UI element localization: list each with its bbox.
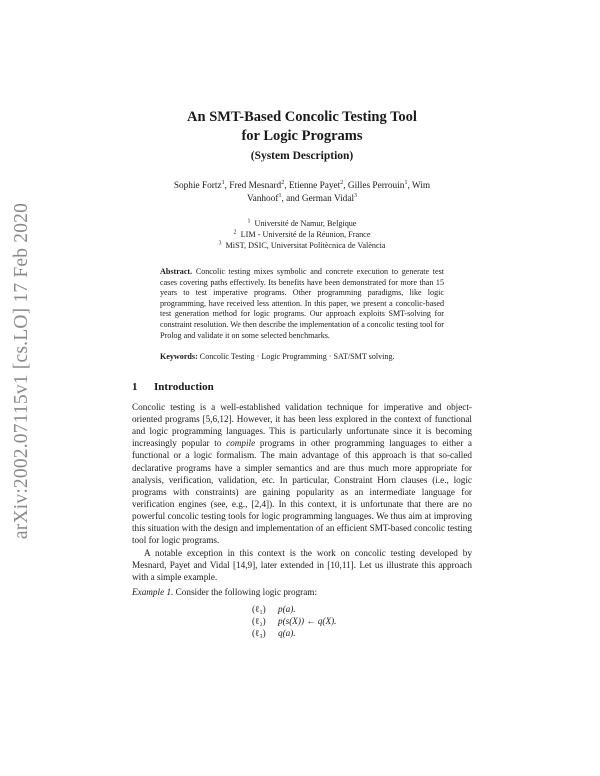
affiliation-list xyxy=(132,218,472,251)
author: , and German Vidal xyxy=(281,194,355,204)
paper-subtitle: (System Description) xyxy=(250,150,354,162)
program-clause: (ℓ₃) q(a). xyxy=(252,628,296,639)
example-heading xyxy=(132,586,472,598)
intro-paragraph-2: A notable exception in this context is the work on concolic testing developed by Mesnard, Payet and Vidal [14,9], later extended in [10,11]. Let us illustrate this approach with a simple example. xyxy=(132,547,472,582)
author: Wim xyxy=(411,181,431,191)
keywords xyxy=(160,352,444,363)
abstract-label: Abstract. xyxy=(160,267,193,276)
arxiv-stamp xyxy=(7,202,37,540)
abstract-text: Concolic testing mixes symbolic and concrete execution to generate test cases covering paths effectively. Its benefits have been demonstrated for more than 15 years to test imperative programs. Other programming paradigms, like logic programming, have received less attention. In this paper, we present a concolic-based test generation method for logic programs. Our approach exploits SMT-solving for constraint resolution. We then describe the implementation of a concolic testing tool for Prolog and validate it on some selected benchmarks. xyxy=(160,267,444,340)
author: Vanhoof xyxy=(246,194,279,204)
section-heading xyxy=(132,381,472,393)
example-text: Consider the following logic program: xyxy=(175,587,318,598)
arxiv-stamp-text: arXiv:2002.07115v1 [cs.LO] 17 Feb 2020 xyxy=(11,202,32,540)
paper-title xyxy=(132,108,472,146)
author-list: Sophie Fortz$^1$, Fred Mesnard$^2$, Etienne Payet$^2$, Gilles Perrouin$^1$, Wim Vanhoof$^1$, and German Vidal$^3$ xyxy=(173,179,431,204)
intro-paragraph-1: Concolic testing is a well-established validation technique for imperative and object-oriented programs [5,6,12]. However, it has been less explored in the context of functional and logic programming languages. This is particularly unfortunate since it is becoming increasingly popular to compile programs in other programming languages to either a functional or a logic formalism. The main advantage of this approach is that so-called declarative programs have a simpler semantics and are thus much more appropriate for analysis, verification, validation, etc. In particular, Constraint Horn clauses (i.e., logic programs with constraints) are gaining popularity as an intermediate language for verification engines (see, e.g., [2,4]). In this context, it is unfortunate that there are no powerful concolic testing tools for logic programming languages. We thus aim at improving this situation with the design and implementation of an efficient SMT-based concolic testing tool for logic programs. xyxy=(132,401,472,546)
author: Sophie Fortz xyxy=(173,181,222,191)
affiliation: $^2$ LIM - Université de la Réunion, France xyxy=(233,229,371,239)
author: Fred Mesnard xyxy=(229,181,282,191)
abstract xyxy=(160,267,444,341)
affiliation: $^3$ MiST, DSIC, Universitat Politècnica de València xyxy=(218,240,386,250)
example-label: Example 1. xyxy=(132,587,174,598)
affiliation: $^1$ Université de Namur, Belgique xyxy=(247,218,357,228)
title-line-1: An SMT-Based Concolic Testing Tool xyxy=(187,109,417,125)
section-number: 1 xyxy=(132,380,138,393)
paper-page xyxy=(132,108,472,639)
logic-program xyxy=(252,603,472,639)
emphasis-compile: compile xyxy=(226,438,256,449)
author: Etienne Payet xyxy=(288,181,341,191)
program-clause: (ℓ₁) p(a). xyxy=(252,604,296,615)
section-title: Introduction xyxy=(154,380,214,393)
author: Gilles Perrouin xyxy=(347,181,405,191)
keywords-text: Concolic Testing · Logic Programming · SAT/SMT solving. xyxy=(199,352,395,362)
title-line-2: for Logic Programs xyxy=(241,128,363,144)
program-clause: (ℓ₂) p(s(X)) ← q(X). xyxy=(252,616,337,627)
keywords-label: Keywords: xyxy=(160,352,198,362)
